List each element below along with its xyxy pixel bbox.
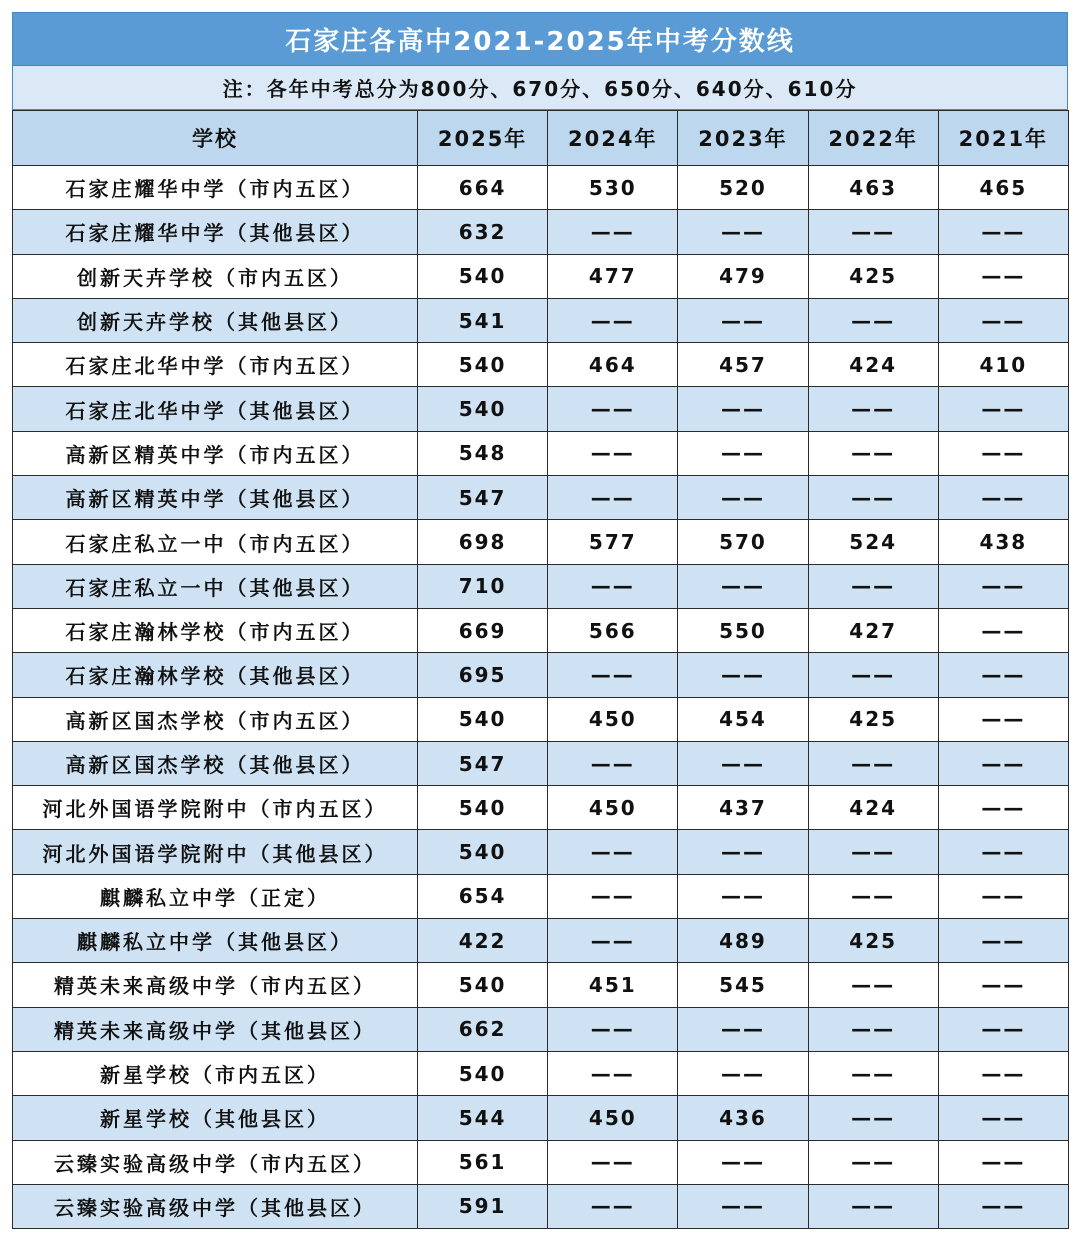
score-2025-cell: 540 xyxy=(418,343,548,387)
score-2022-cell: —— xyxy=(808,1140,938,1184)
school-name-cell: 高新区精英中学（市内五区） xyxy=(13,431,418,475)
score-2023-cell: —— xyxy=(678,1140,808,1184)
table-row xyxy=(13,298,1069,342)
score-2021-cell: —— xyxy=(938,254,1068,298)
column-header-2025: 2025年 xyxy=(418,111,548,166)
score-2024-cell: —— xyxy=(548,874,678,918)
score-2022-cell: —— xyxy=(808,874,938,918)
score-2024-cell: —— xyxy=(548,210,678,254)
school-name-cell: 云臻实验高级中学（市内五区） xyxy=(13,1140,418,1184)
score-2025-cell: 710 xyxy=(418,564,548,608)
school-name-cell: 石家庄瀚林学校（其他县区） xyxy=(13,653,418,697)
score-2025-cell: 698 xyxy=(418,520,548,564)
score-2021-cell: —— xyxy=(938,608,1068,652)
score-2024-cell: —— xyxy=(548,476,678,520)
score-2025-cell: 669 xyxy=(418,608,548,652)
score-2025-cell: 662 xyxy=(418,1007,548,1051)
score-2021-cell: —— xyxy=(938,1007,1068,1051)
score-2025-cell: 422 xyxy=(418,919,548,963)
score-2025-cell: 540 xyxy=(418,830,548,874)
score-2023-cell: 489 xyxy=(678,919,808,963)
score-2022-cell: —— xyxy=(808,963,938,1007)
score-2023-cell: —— xyxy=(678,431,808,475)
score-2021-cell: —— xyxy=(938,387,1068,431)
score-2024-cell: 450 xyxy=(548,697,678,741)
table-row xyxy=(13,387,1069,431)
table-row xyxy=(13,697,1069,741)
table-row xyxy=(13,608,1069,652)
score-2025-cell: 540 xyxy=(418,1051,548,1095)
table-row xyxy=(13,786,1069,830)
score-2023-cell: —— xyxy=(678,1184,808,1228)
score-2021-cell: —— xyxy=(938,298,1068,342)
school-name-cell: 高新区国杰学校（市内五区） xyxy=(13,697,418,741)
school-name-cell: 河北外国语学院附中（其他县区） xyxy=(13,830,418,874)
score-2024-cell: —— xyxy=(548,431,678,475)
score-2024-cell: 530 xyxy=(548,166,678,210)
score-2025-cell: 547 xyxy=(418,476,548,520)
score-2024-cell: —— xyxy=(548,298,678,342)
score-sheet xyxy=(12,12,1068,1229)
score-2022-cell: 424 xyxy=(808,343,938,387)
score-2021-cell: —— xyxy=(938,919,1068,963)
table-row xyxy=(13,520,1069,564)
score-2023-cell: —— xyxy=(678,1051,808,1095)
column-header-2022: 2022年 xyxy=(808,111,938,166)
table-row xyxy=(13,874,1069,918)
score-table xyxy=(12,110,1069,1229)
school-name-cell: 麒麟私立中学（正定） xyxy=(13,874,418,918)
score-2023-cell: —— xyxy=(678,653,808,697)
score-2021-cell: —— xyxy=(938,653,1068,697)
school-name-cell: 石家庄北华中学（其他县区） xyxy=(13,387,418,431)
score-2022-cell: 524 xyxy=(808,520,938,564)
column-header-school: 学校 xyxy=(13,111,418,166)
score-2025-cell: 540 xyxy=(418,254,548,298)
score-2025-cell: 591 xyxy=(418,1184,548,1228)
table-row xyxy=(13,564,1069,608)
score-2025-cell: 540 xyxy=(418,786,548,830)
score-2022-cell: —— xyxy=(808,564,938,608)
score-2025-cell: 547 xyxy=(418,741,548,785)
score-2022-cell: 425 xyxy=(808,697,938,741)
score-2022-cell: —— xyxy=(808,741,938,785)
score-2022-cell: —— xyxy=(808,387,938,431)
score-2025-cell: 540 xyxy=(418,697,548,741)
score-2021-cell: —— xyxy=(938,476,1068,520)
score-2023-cell: —— xyxy=(678,564,808,608)
score-2021-cell: —— xyxy=(938,741,1068,785)
score-2022-cell: 427 xyxy=(808,608,938,652)
score-2022-cell: —— xyxy=(808,830,938,874)
score-2022-cell: 463 xyxy=(808,166,938,210)
score-2023-cell: 570 xyxy=(678,520,808,564)
school-name-cell: 创新天卉学校（其他县区） xyxy=(13,298,418,342)
score-2021-cell: —— xyxy=(938,564,1068,608)
score-2023-cell: 479 xyxy=(678,254,808,298)
score-2023-cell: 437 xyxy=(678,786,808,830)
score-2022-cell: —— xyxy=(808,1007,938,1051)
table-row xyxy=(13,166,1069,210)
school-name-cell: 麒麟私立中学（其他县区） xyxy=(13,919,418,963)
score-2021-cell: —— xyxy=(938,1096,1068,1140)
school-name-cell: 石家庄私立一中（市内五区） xyxy=(13,520,418,564)
table-row xyxy=(13,963,1069,1007)
school-name-cell: 高新区精英中学（其他县区） xyxy=(13,476,418,520)
score-2025-cell: 695 xyxy=(418,653,548,697)
score-2022-cell: —— xyxy=(808,1096,938,1140)
school-name-cell: 河北外国语学院附中（市内五区） xyxy=(13,786,418,830)
score-2024-cell: —— xyxy=(548,741,678,785)
score-2024-cell: —— xyxy=(548,830,678,874)
score-2022-cell: —— xyxy=(808,1051,938,1095)
table-row xyxy=(13,210,1069,254)
score-2025-cell: 561 xyxy=(418,1140,548,1184)
score-2023-cell: —— xyxy=(678,741,808,785)
table-row xyxy=(13,1051,1069,1095)
table-header-row xyxy=(13,111,1069,166)
score-2024-cell: 450 xyxy=(548,786,678,830)
score-2023-cell: —— xyxy=(678,387,808,431)
score-2024-cell: —— xyxy=(548,919,678,963)
score-2021-cell: —— xyxy=(938,874,1068,918)
school-name-cell: 石家庄耀华中学（其他县区） xyxy=(13,210,418,254)
score-2024-cell: 477 xyxy=(548,254,678,298)
score-2021-cell: —— xyxy=(938,963,1068,1007)
score-2024-cell: —— xyxy=(548,653,678,697)
score-2023-cell: —— xyxy=(678,1007,808,1051)
table-row xyxy=(13,1096,1069,1140)
school-name-cell: 云臻实验高级中学（其他县区） xyxy=(13,1184,418,1228)
score-2025-cell: 548 xyxy=(418,431,548,475)
score-2024-cell: —— xyxy=(548,387,678,431)
column-header-2021: 2021年 xyxy=(938,111,1068,166)
score-2021-cell: 438 xyxy=(938,520,1068,564)
score-2023-cell: 520 xyxy=(678,166,808,210)
score-2021-cell: —— xyxy=(938,830,1068,874)
score-2022-cell: —— xyxy=(808,210,938,254)
table-row xyxy=(13,653,1069,697)
score-2022-cell: —— xyxy=(808,298,938,342)
score-2023-cell: —— xyxy=(678,210,808,254)
column-header-2023: 2023年 xyxy=(678,111,808,166)
score-2021-cell: —— xyxy=(938,697,1068,741)
score-2025-cell: 544 xyxy=(418,1096,548,1140)
score-2022-cell: 424 xyxy=(808,786,938,830)
score-2024-cell: 577 xyxy=(548,520,678,564)
score-2023-cell: —— xyxy=(678,298,808,342)
table-row xyxy=(13,476,1069,520)
score-2023-cell: 454 xyxy=(678,697,808,741)
score-2024-cell: 566 xyxy=(548,608,678,652)
score-2023-cell: —— xyxy=(678,476,808,520)
score-2021-cell: —— xyxy=(938,1184,1068,1228)
school-name-cell: 精英未来高级中学（其他县区） xyxy=(13,1007,418,1051)
school-name-cell: 石家庄私立一中（其他县区） xyxy=(13,564,418,608)
school-name-cell: 高新区国杰学校（其他县区） xyxy=(13,741,418,785)
table-body xyxy=(13,166,1069,1229)
score-2021-cell: —— xyxy=(938,431,1068,475)
score-2022-cell: —— xyxy=(808,653,938,697)
score-2023-cell: 550 xyxy=(678,608,808,652)
score-2021-cell: 410 xyxy=(938,343,1068,387)
score-2023-cell: 545 xyxy=(678,963,808,1007)
score-2023-cell: —— xyxy=(678,874,808,918)
school-name-cell: 精英未来高级中学（市内五区） xyxy=(13,963,418,1007)
table-row xyxy=(13,343,1069,387)
table-row xyxy=(13,1184,1069,1228)
school-name-cell: 石家庄耀华中学（市内五区） xyxy=(13,166,418,210)
score-2025-cell: 632 xyxy=(418,210,548,254)
score-2025-cell: 664 xyxy=(418,166,548,210)
table-row xyxy=(13,1007,1069,1051)
score-2022-cell: 425 xyxy=(808,254,938,298)
table-row xyxy=(13,431,1069,475)
score-2023-cell: 457 xyxy=(678,343,808,387)
score-2023-cell: 436 xyxy=(678,1096,808,1140)
score-2021-cell: —— xyxy=(938,1140,1068,1184)
score-2024-cell: —— xyxy=(548,1140,678,1184)
score-2023-cell: —— xyxy=(678,830,808,874)
score-2024-cell: 451 xyxy=(548,963,678,1007)
score-2022-cell: 425 xyxy=(808,919,938,963)
score-2025-cell: 540 xyxy=(418,963,548,1007)
score-2024-cell: —— xyxy=(548,1051,678,1095)
school-name-cell: 新星学校（市内五区） xyxy=(13,1051,418,1095)
score-2024-cell: 464 xyxy=(548,343,678,387)
score-2021-cell: —— xyxy=(938,786,1068,830)
school-name-cell: 新星学校（其他县区） xyxy=(13,1096,418,1140)
school-name-cell: 创新天卉学校（市内五区） xyxy=(13,254,418,298)
school-name-cell: 石家庄瀚林学校（市内五区） xyxy=(13,608,418,652)
score-2022-cell: —— xyxy=(808,1184,938,1228)
score-2021-cell: —— xyxy=(938,210,1068,254)
score-2025-cell: 541 xyxy=(418,298,548,342)
school-name-cell: 石家庄北华中学（市内五区） xyxy=(13,343,418,387)
column-header-2024: 2024年 xyxy=(548,111,678,166)
score-2022-cell: —— xyxy=(808,431,938,475)
table-row xyxy=(13,1140,1069,1184)
page-title: 石家庄各高中2021-2025年中考分数线 xyxy=(12,12,1068,66)
score-2025-cell: 654 xyxy=(418,874,548,918)
score-note: 注：各年中考总分为800分、670分、650分、640分、610分 xyxy=(12,66,1068,110)
score-2024-cell: 450 xyxy=(548,1096,678,1140)
table-row xyxy=(13,919,1069,963)
score-2021-cell: —— xyxy=(938,1051,1068,1095)
score-2024-cell: —— xyxy=(548,564,678,608)
table-row xyxy=(13,830,1069,874)
score-2024-cell: —— xyxy=(548,1184,678,1228)
score-2021-cell: 465 xyxy=(938,166,1068,210)
score-2024-cell: —— xyxy=(548,1007,678,1051)
score-2022-cell: —— xyxy=(808,476,938,520)
score-2025-cell: 540 xyxy=(418,387,548,431)
table-row xyxy=(13,741,1069,785)
table-row xyxy=(13,254,1069,298)
